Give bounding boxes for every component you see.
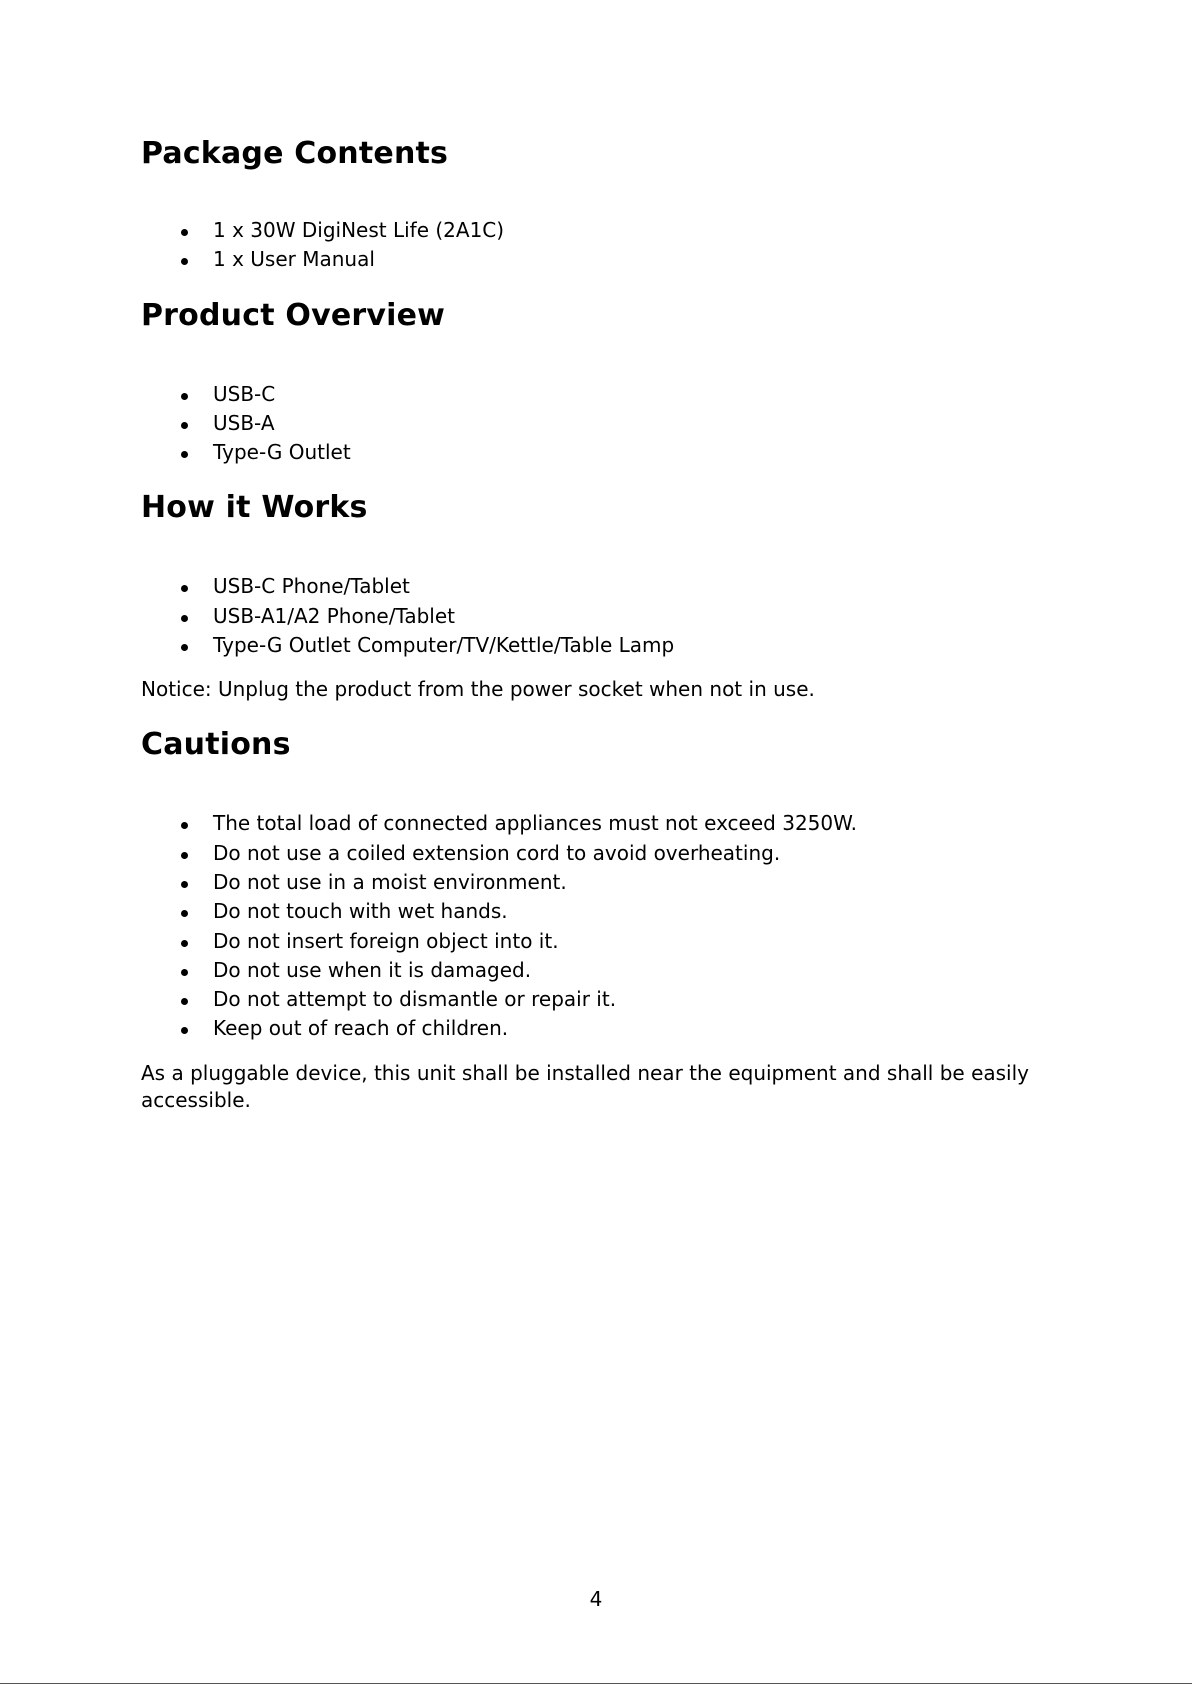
bullet-icon <box>181 852 188 859</box>
list-item <box>141 985 1061 1014</box>
list-item <box>141 380 1061 409</box>
list-item-text: 1 x 30W DigiNest Life (2A1C) <box>213 218 505 242</box>
list-item <box>141 956 1061 985</box>
product-overview-list <box>141 380 1061 468</box>
list-item-text: Type-G Outlet <box>213 440 351 465</box>
list-item-text: USB-C <box>213 381 276 406</box>
closing-paragraph: As a pluggable device, this unit shall be installed near the equipment and shall be easily accessible. <box>141 1060 1030 1112</box>
bullet-icon <box>181 451 188 458</box>
list-item <box>141 216 1061 245</box>
list-item-text: Do not use when it is damaged. <box>213 957 532 982</box>
bullet-icon <box>181 910 188 917</box>
list-item <box>141 602 1061 631</box>
list-item-text: USB-C Phone/Tablet <box>213 574 410 599</box>
cautions-heading: Cautions <box>141 727 291 763</box>
bullet-icon <box>181 940 188 947</box>
list-item <box>141 927 1061 956</box>
list-item-text: Do not touch with wet hands. <box>213 899 508 924</box>
package-contents-list <box>141 216 1061 275</box>
footer-divider <box>0 1683 1192 1684</box>
bullet-icon <box>181 998 188 1005</box>
bullet-icon <box>181 585 188 592</box>
bullet-icon <box>181 393 188 400</box>
list-item <box>141 438 1061 467</box>
bullet-icon <box>181 881 188 888</box>
list-item-text: Keep out of reach of children. <box>213 1016 509 1041</box>
list-item <box>141 572 1061 601</box>
list-item-text: Do not use a coiled extension cord to avoid overheating. <box>213 840 781 865</box>
list-item-text: The total load of connected appliances must not exceed 3250W. <box>213 811 857 836</box>
bullet-icon <box>181 969 188 976</box>
page-number: 4 <box>589 1587 603 1611</box>
bullet-icon <box>181 615 188 622</box>
bullet-icon <box>181 258 188 265</box>
bullet-icon <box>181 644 188 651</box>
cautions-list <box>141 809 1061 1043</box>
list-item-text: Do not use in a moist environment. <box>213 869 567 894</box>
page-content <box>141 136 1061 1114</box>
product-overview-heading: Product Overview <box>141 297 446 333</box>
bullet-icon <box>181 229 188 236</box>
package-contents-heading: Package Contents <box>141 136 449 171</box>
list-item <box>141 245 1061 274</box>
list-item-text: Do not insert foreign object into it. <box>213 928 559 953</box>
how-it-works-list <box>141 572 1061 660</box>
list-item-text: USB-A <box>213 410 275 435</box>
list-item <box>141 409 1061 438</box>
how-it-works-heading: How it Works <box>141 490 368 526</box>
list-item <box>141 868 1061 897</box>
list-item <box>141 897 1061 926</box>
bullet-icon <box>181 822 188 829</box>
bullet-icon <box>181 1027 188 1034</box>
list-item-text: USB-A1/A2 Phone/Tablet <box>213 603 455 628</box>
bullet-icon <box>181 422 188 429</box>
list-item <box>141 631 1061 660</box>
list-item-text: Do not attempt to dismantle or repair it. <box>213 987 617 1012</box>
list-item <box>141 839 1061 868</box>
list-item-text: 1 x User Manual <box>213 247 375 272</box>
notice-text: Notice: Unplug the product from the power socket when not in use. <box>141 677 815 702</box>
list-item-text: Type-G Outlet Computer/TV/Kettle/Table Lamp <box>213 633 675 658</box>
list-item <box>141 809 1061 838</box>
list-item <box>141 1014 1061 1043</box>
